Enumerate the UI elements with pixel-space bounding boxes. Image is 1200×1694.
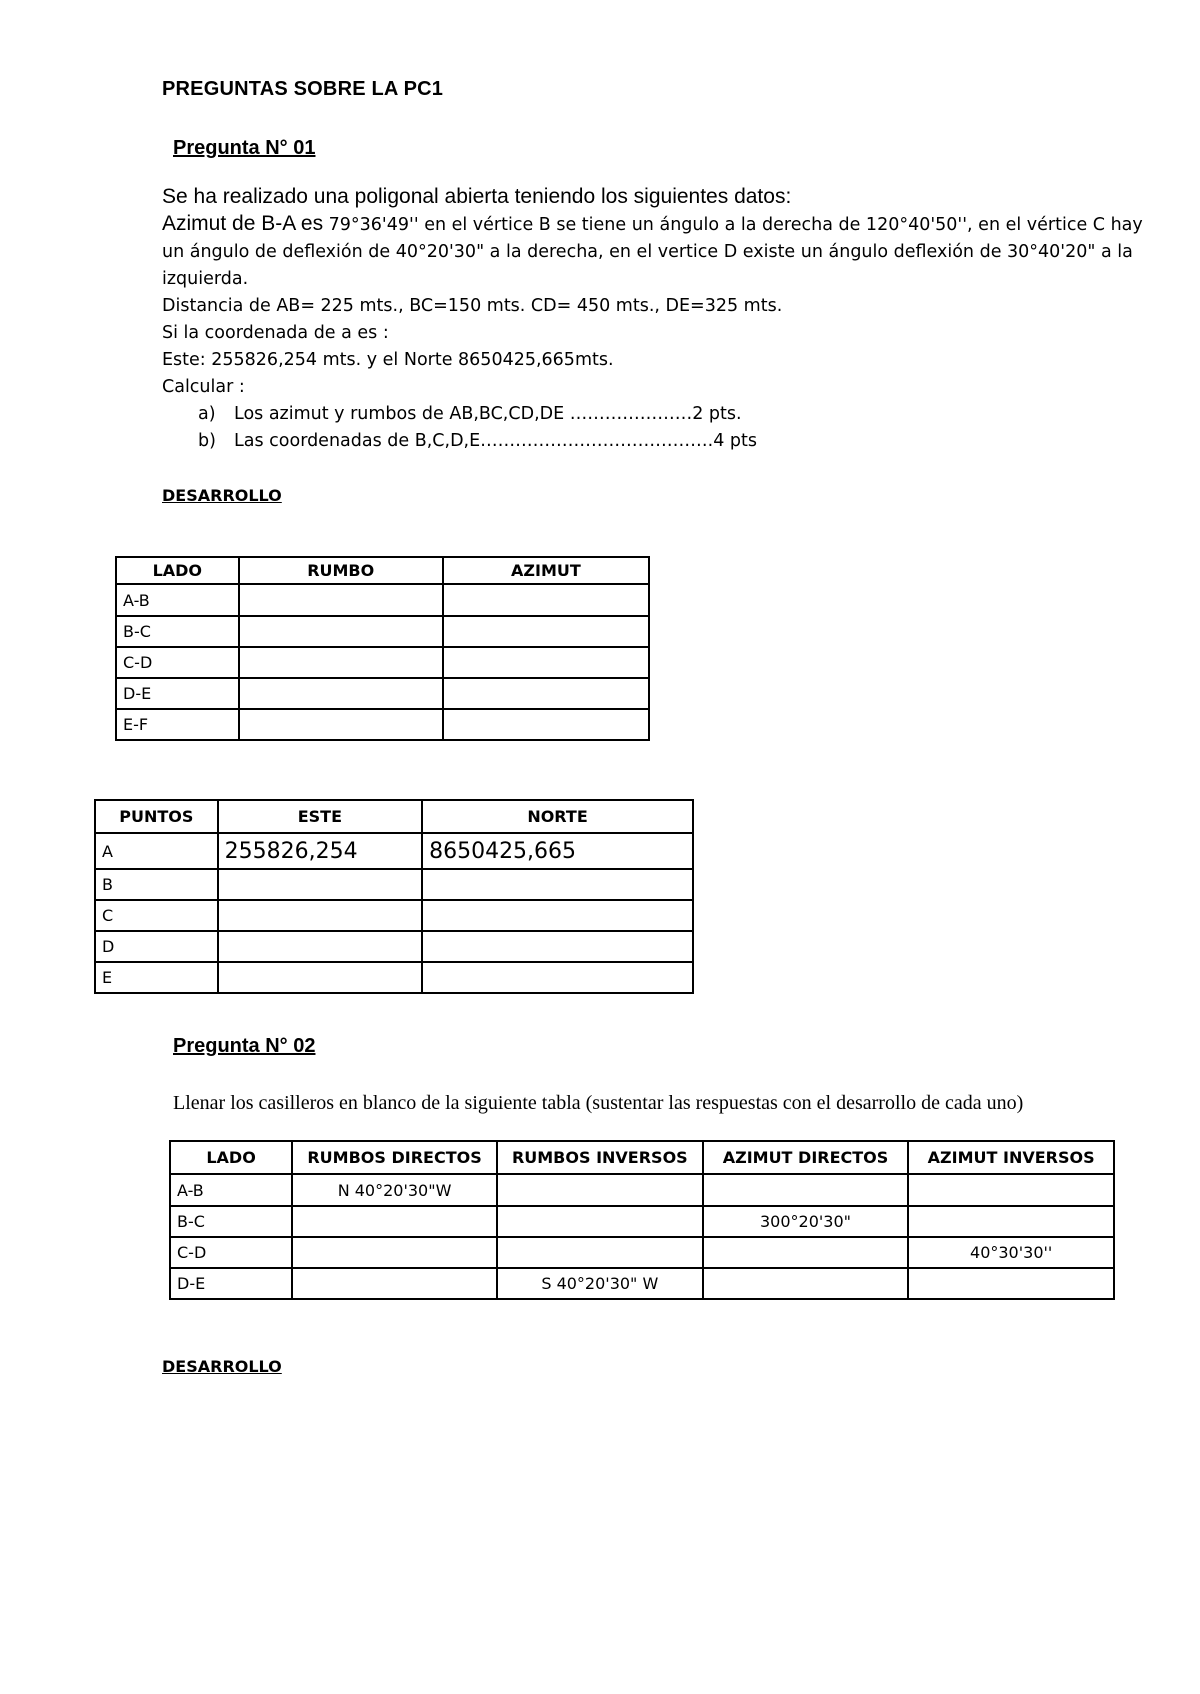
table-cell[interactable] (443, 616, 649, 647)
table-cell: A (95, 833, 218, 869)
azimuth-rest: 79°36'49'' en el vértice B se tiene un ángulo a la derecha de 120°40'50'', en el vértice C hay un ángulo de deflexión de 40°20'30" a la derecha, en el vertice D existe un ángulo deflexión de 30°40'20" a la izquierda. (162, 215, 1143, 289)
table-cell[interactable] (497, 1174, 703, 1206)
table-cell: B-C (116, 616, 239, 647)
question-1-intro: Se ha realizado una poligonal abierta teniendo los siguientes datos: (162, 185, 792, 208)
column-header: NORTE (422, 800, 693, 833)
table-cell: N 40°20'30"W (292, 1174, 497, 1206)
table-cell[interactable] (422, 869, 693, 900)
table-cell[interactable] (703, 1174, 909, 1206)
table-cell[interactable] (292, 1206, 497, 1237)
table-row (116, 647, 649, 678)
table-cell[interactable] (908, 1174, 1114, 1206)
table-cell[interactable] (239, 584, 443, 616)
table-cell: E-F (116, 709, 239, 740)
column-header: RUMBO (239, 557, 443, 584)
table-row (116, 616, 649, 647)
table-row (95, 833, 693, 869)
table-cell[interactable] (443, 584, 649, 616)
table-row (116, 678, 649, 709)
table-cell: D-E (170, 1268, 292, 1299)
este-value: 255826,254 (218, 833, 422, 869)
question-1-item-b (162, 428, 1152, 455)
table-cell[interactable] (218, 962, 422, 993)
page-title: PREGUNTAS SOBRE LA PC1 (162, 78, 444, 100)
item-text: Las coordenadas de B,C,D,E………………………………….4 pts (234, 431, 758, 451)
item-text: Los azimut y rumbos de AB,BC,CD,DE …………………2 pts. (234, 404, 742, 424)
question-1-distances: Distancia de AB= 225 mts., BC=150 mts. CD= 450 mts., DE=325 mts. (162, 296, 783, 316)
table-row (170, 1268, 1114, 1299)
norte-value: 8650425,665 (422, 833, 693, 869)
table-row (116, 584, 649, 616)
item-label: b) (198, 431, 216, 451)
table-header-row (170, 1141, 1114, 1174)
table-cell[interactable] (292, 1237, 497, 1268)
table-cell: E (95, 962, 218, 993)
column-header: AZIMUT (443, 557, 649, 584)
table-row (95, 869, 693, 900)
table-cell: D (95, 931, 218, 962)
table-cell: C (95, 900, 218, 931)
table-cell: A-B (116, 584, 239, 616)
table-cell[interactable] (218, 900, 422, 931)
item-label: a) (198, 404, 216, 424)
table-cell: B-C (170, 1206, 292, 1237)
table-row (95, 962, 693, 993)
rumbos-azimut-table (169, 1140, 1115, 1300)
table-cell[interactable] (497, 1237, 703, 1268)
table-cell[interactable] (218, 869, 422, 900)
column-header: RUMBOS INVERSOS (497, 1141, 703, 1174)
table-cell[interactable] (908, 1268, 1114, 1299)
table-row (170, 1174, 1114, 1206)
rumbo-azimut-table (115, 556, 650, 741)
coordinates-table (94, 799, 694, 994)
table-cell: 300°20'30" (703, 1206, 909, 1237)
table-cell[interactable] (239, 678, 443, 709)
column-header: LADO (116, 557, 239, 584)
table-cell[interactable] (703, 1237, 909, 1268)
question-1-development-label: DESARROLLO (162, 486, 282, 505)
table-cell[interactable] (443, 709, 649, 740)
table-cell: 40°30'30'' (908, 1237, 1114, 1268)
table-cell[interactable] (443, 647, 649, 678)
table-cell[interactable] (218, 931, 422, 962)
table-row (95, 931, 693, 962)
column-header: LADO (170, 1141, 292, 1174)
table-cell[interactable] (422, 931, 693, 962)
table-cell: A-B (170, 1174, 292, 1206)
question-2-instructions: Llenar los casilleros en blanco de la siguiente tabla (sustentar las respuestas con el desarrollo de cada uno) (173, 1092, 1024, 1114)
table-cell[interactable] (497, 1206, 703, 1237)
table-cell[interactable] (239, 647, 443, 678)
table-cell[interactable] (422, 962, 693, 993)
question-1-calc: Calcular : (162, 377, 245, 397)
table-cell[interactable] (292, 1268, 497, 1299)
question-1-coord-intro: Si la coordenada de a es : (162, 323, 389, 343)
table-row (170, 1206, 1114, 1237)
question-1-heading: Pregunta N° 01 (173, 137, 316, 159)
question-1-item-a (162, 401, 1152, 428)
table-header-row (116, 557, 649, 584)
table-cell[interactable] (703, 1268, 909, 1299)
column-header: ESTE (218, 800, 422, 833)
column-header: PUNTOS (95, 800, 218, 833)
column-header: AZIMUT DIRECTOS (703, 1141, 909, 1174)
question-2-development-label: DESARROLLO (162, 1357, 282, 1376)
table-cell[interactable] (908, 1206, 1114, 1237)
question-2-heading: Pregunta N° 02 (173, 1035, 316, 1057)
table-cell[interactable] (239, 616, 443, 647)
table-cell: B (95, 869, 218, 900)
azimuth-lead: Azimut de B-A es (162, 212, 324, 235)
table-cell[interactable] (422, 900, 693, 931)
table-cell: D-E (116, 678, 239, 709)
table-cell: C-D (170, 1237, 292, 1268)
table-row (170, 1237, 1114, 1268)
table-cell: S 40°20'30" W (497, 1268, 703, 1299)
table-cell[interactable] (239, 709, 443, 740)
table-row (116, 709, 649, 740)
table-cell[interactable] (443, 678, 649, 709)
table-cell: C-D (116, 647, 239, 678)
question-1-azimuth-line (162, 210, 1152, 293)
column-header: RUMBOS DIRECTOS (292, 1141, 497, 1174)
table-row (95, 900, 693, 931)
column-header: AZIMUT INVERSOS (908, 1141, 1114, 1174)
table-header-row (95, 800, 693, 833)
question-1-coords: Este: 255826,254 mts. y el Norte 8650425,665mts. (162, 350, 614, 370)
question-1-body (162, 210, 1152, 455)
